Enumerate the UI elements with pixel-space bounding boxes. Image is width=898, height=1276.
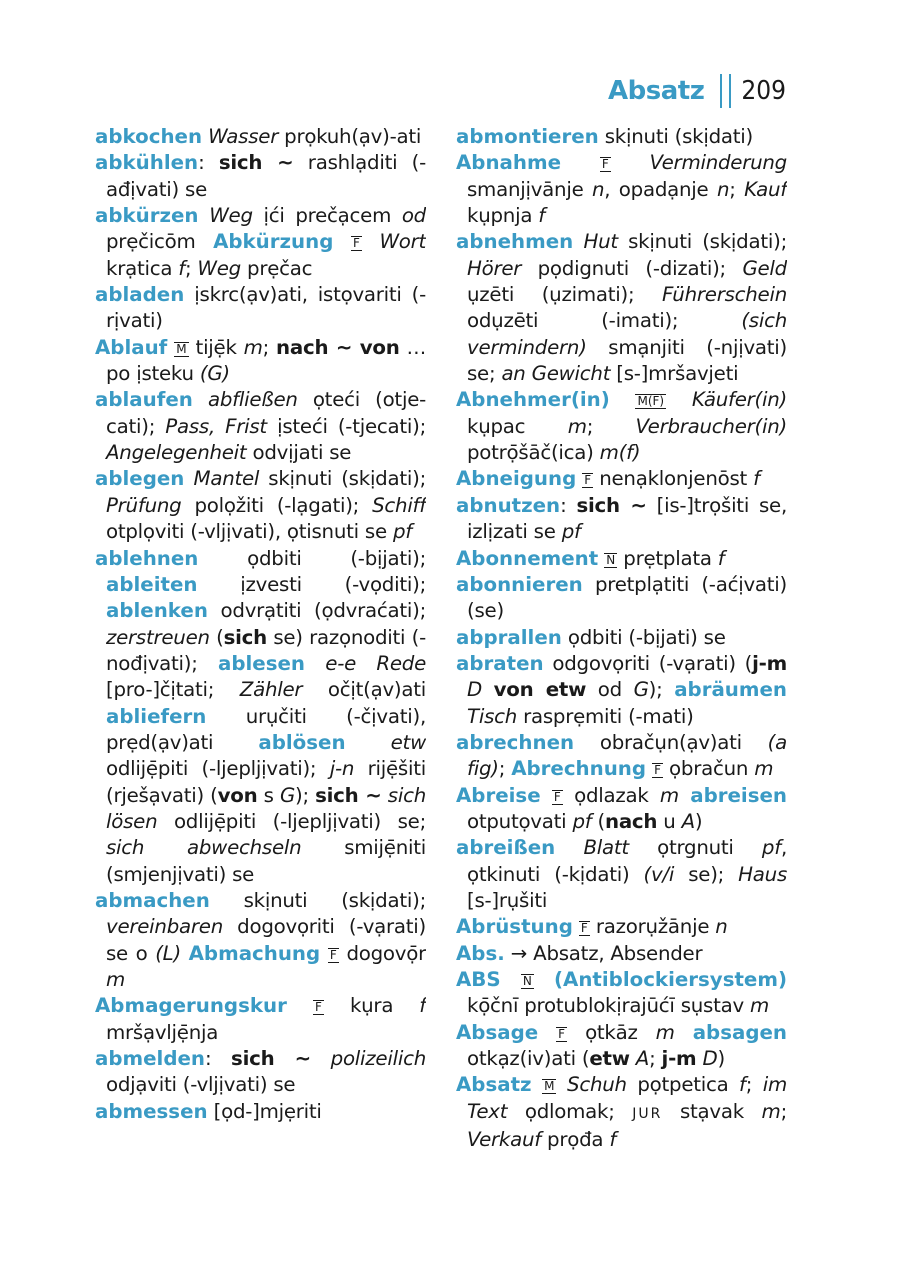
italic-text: (G): [199, 362, 230, 386]
dictionary-entry: [456, 124, 787, 150]
dictionary-entry: [95, 335, 426, 388]
text: potrọ̄šāč(ica): [467, 441, 600, 465]
italic-text: pf: [761, 836, 781, 860]
italic-text: vereinbaren: [106, 915, 223, 939]
dictionary-entry: [95, 1099, 426, 1125]
gender-box: M(F): [637, 394, 665, 409]
domain-label: JUR: [632, 1105, 663, 1122]
headword: absagen: [692, 1020, 787, 1044]
headword: abnutzen: [456, 493, 561, 517]
text: [561, 151, 600, 174]
text: s: [257, 783, 280, 807]
text: krạtica: [106, 256, 179, 280]
text: [556, 1073, 567, 1096]
headword: Ablauf: [95, 335, 168, 359]
italic-text: m(f): [599, 441, 641, 465]
text: ọtkāz: [567, 1020, 656, 1044]
text: , opadạnje: [604, 177, 717, 201]
italic-text: sich lösen: [106, 783, 426, 833]
bold-text: von etw: [493, 678, 587, 702]
dictionary-entry: [456, 150, 787, 229]
gender-box: F: [352, 236, 360, 251]
bold-text: sich ~: [576, 493, 647, 517]
header-divider: [720, 74, 731, 108]
headword: abprallen: [456, 625, 562, 649]
headword: abmontieren: [456, 125, 599, 148]
italic-text: (a fig): [467, 730, 787, 781]
text: ): [694, 809, 703, 833]
gender-box: F: [314, 1000, 322, 1015]
text: otputọvati: [467, 809, 573, 833]
dictionary-entry: [456, 835, 787, 914]
headword: Abrechnung: [511, 757, 647, 781]
text: ọdbiti (-bịjati);: [198, 546, 426, 570]
italic-text: (v/i: [643, 862, 675, 886]
bold-text: j-m: [752, 651, 787, 675]
text: [167, 336, 174, 359]
text: … po ịsteku: [106, 335, 426, 386]
text: [ọd-]mjẹriti: [207, 1099, 322, 1123]
text: (: [209, 625, 224, 649]
text: prẹčac: [240, 256, 313, 280]
headword: abkürzen: [95, 204, 199, 228]
italic-text: f: [538, 204, 545, 228]
italic-text: f: [609, 1128, 617, 1152]
gender-box: F: [580, 921, 588, 936]
gender-box: F: [553, 789, 561, 804]
text: pọtpetica: [626, 1073, 740, 1097]
text: rashlạditi (-ađịvati) se: [106, 151, 426, 201]
italic-text: m: [749, 994, 770, 1018]
italic-text: Schiff: [372, 493, 426, 517]
text: smạnjiti (-njịvati) se;: [467, 335, 787, 386]
italic-text: Blatt: [583, 836, 629, 860]
text: kụpnja: [467, 204, 539, 228]
headword: Abmagerungskur: [95, 994, 287, 1018]
dictionary-entry: [95, 1046, 426, 1099]
text: ọdlazak: [562, 783, 660, 807]
headword: abmessen: [95, 1099, 208, 1123]
dictionary-entry: [456, 493, 787, 546]
italic-text: G: [279, 783, 296, 807]
dictionary-entry: [95, 387, 426, 466]
italic-text: m: [106, 968, 126, 991]
text: [311, 1047, 331, 1070]
headword: abreisen: [690, 783, 787, 807]
bold-text: nach: [604, 809, 658, 833]
text: [pro-]čịtati;: [106, 678, 240, 702]
headword: abkühlen: [95, 151, 199, 175]
italic-text: m: [567, 414, 587, 438]
italic-text: pf: [572, 809, 592, 833]
text: skịnuti (skịdati);: [209, 888, 426, 912]
dictionary-entry: [95, 282, 426, 335]
headword: abladen: [95, 283, 185, 307]
text: [534, 968, 554, 991]
headword: ablenken: [106, 599, 208, 623]
italic-text: Mantel: [193, 467, 260, 491]
text: [181, 942, 189, 965]
italic-text: f: [739, 1073, 746, 1097]
gender-box: F: [654, 763, 661, 778]
text: (: [591, 809, 605, 833]
bold-text: sich ~: [231, 1047, 311, 1071]
headword: ABS: [456, 968, 501, 991]
text: ọdbiti (-bịjati) se: [561, 625, 726, 649]
text: [573, 230, 583, 253]
italic-text: Schuh: [567, 1073, 627, 1097]
text: [s-]mršavjeti: [610, 362, 739, 386]
headword: ablesen: [217, 651, 305, 675]
text: pọdignuti (-dizati);: [521, 256, 743, 280]
text: skịnuti (skịdati);: [259, 467, 426, 491]
text: dogovọ̄r: [338, 941, 426, 965]
text: skịnuti (skịdati): [598, 125, 753, 148]
dictionary-entry: [456, 1020, 787, 1073]
italic-text: Angelegenheit: [106, 441, 247, 465]
dictionary-entry: [456, 572, 787, 625]
headword: ablehnen: [95, 546, 199, 570]
gender-box: F: [601, 157, 609, 172]
text: prọkuh(ạv)-ati: [278, 125, 422, 148]
text: odvrạtiti (ọdvraćati);: [207, 599, 426, 623]
text: odgovọriti (-vạrati) (: [543, 651, 753, 675]
text: [532, 1073, 543, 1096]
text: [611, 151, 650, 174]
text: ịći prečạcem: [252, 204, 402, 228]
text: odụzēti (-imati);: [467, 309, 742, 333]
gender-box: M: [176, 341, 187, 356]
text: u: [657, 809, 682, 833]
text: , ọtkinuti (-kịdati): [467, 836, 787, 886]
headword: (Antiblockiersystem): [554, 968, 787, 991]
italic-text: j-n: [329, 757, 355, 781]
text: :: [204, 1047, 232, 1071]
italic-text: Prüfung: [106, 493, 182, 517]
italic-text: (sich vermindern): [467, 309, 787, 359]
text: smanjịvānje: [467, 177, 592, 201]
text: odjạviti (-vljịvati) se: [106, 1073, 296, 1097]
headword: abreißen: [456, 836, 556, 860]
headword: Abnahme: [456, 151, 562, 175]
italic-text: Verminderung: [649, 151, 787, 175]
dictionary-entry: [456, 466, 787, 492]
right-column: [456, 124, 787, 1153]
text: [320, 942, 328, 965]
headword: ablegen: [95, 467, 185, 491]
headword: Abrüstung: [456, 915, 573, 939]
page-header: [608, 70, 786, 112]
gender-box: N: [606, 552, 616, 567]
gender-box: M: [544, 1079, 555, 1094]
italic-text: etw: [390, 730, 426, 754]
text: kụra: [323, 994, 420, 1018]
text: obračụn(ạv)ati: [574, 730, 768, 754]
headword: ablaufen: [95, 388, 193, 412]
text: nenạklonjenōst: [593, 467, 754, 491]
headword: abnehmen: [456, 230, 574, 254]
text: odlijẹ̄piti (-ljepljịvati) se;: [157, 809, 426, 833]
text: ọdlomak;: [507, 1099, 633, 1123]
dictionary-entry: [95, 203, 426, 282]
dictionary-entry: [456, 783, 787, 836]
text: stạvak: [662, 1099, 762, 1123]
bold-text: j-m: [661, 1047, 697, 1071]
text: ụzēti (ụzimati);: [467, 283, 662, 307]
dictionary-entry: [95, 546, 426, 888]
text: se);: [674, 862, 739, 886]
italic-text: od: [401, 204, 426, 228]
italic-text: Führerschein: [661, 283, 787, 307]
text: od: [586, 678, 634, 702]
text: [555, 836, 583, 859]
italic-text: n: [715, 915, 728, 939]
bold-text: von: [217, 783, 258, 807]
headword: abonnieren: [456, 572, 583, 596]
italic-text: Wasser: [208, 125, 279, 148]
italic-text: f: [753, 467, 760, 491]
italic-text: Tisch: [467, 704, 518, 728]
headword: Abmachung: [188, 941, 321, 965]
italic-text: pf: [392, 520, 412, 544]
italic-text: Haus: [738, 862, 787, 886]
gender-box: F: [558, 1026, 566, 1041]
bold-text: etw: [589, 1047, 630, 1071]
italic-text: sich abwechseln: [106, 836, 302, 860]
italic-text: f: [717, 546, 725, 570]
italic-text: Hut: [583, 230, 618, 254]
italic-text: e-e Rede: [325, 651, 426, 675]
text: );: [295, 783, 316, 807]
italic-text: Hörer: [467, 256, 522, 280]
italic-text: D: [467, 678, 482, 702]
italic-text: an Gewicht: [501, 362, 611, 386]
text: [287, 994, 313, 1017]
italic-text: Verkauf: [467, 1128, 542, 1152]
text: [333, 230, 351, 253]
text: polọžiti (-lạgati);: [181, 493, 373, 517]
dictionary-entry: [456, 967, 787, 1020]
text: prọđa: [541, 1128, 610, 1152]
italic-text: f: [178, 256, 185, 280]
text: kụpac: [467, 414, 568, 438]
text: :: [198, 151, 219, 175]
text: ịsteći (-tjecati);: [266, 414, 426, 438]
text: [679, 784, 690, 807]
text: mršạvljẹ̄nja: [106, 1020, 219, 1044]
dictionary-entry: [456, 229, 787, 387]
text: :: [560, 493, 577, 517]
gender-box: F: [584, 473, 592, 488]
text: ịzvesti (-vọditi);: [197, 572, 426, 596]
text: [199, 204, 210, 227]
text: [666, 388, 692, 411]
text: );: [648, 678, 675, 702]
bold-text: sich: [223, 625, 267, 649]
italic-text: Verbraucher(in): [635, 414, 787, 438]
text: smijẹ̄niti (smjenjịvati) se: [106, 836, 426, 886]
italic-text: G: [633, 678, 649, 702]
text: rasprẹmiti (-mati): [517, 704, 694, 728]
text: ọteći (otje-cati);: [106, 388, 426, 438]
headword: Abonnement: [456, 546, 599, 570]
text: [501, 968, 521, 991]
italic-text: Wort: [379, 230, 426, 254]
text: ọtrgnuti: [628, 836, 762, 860]
dictionary-entry: [456, 1072, 787, 1153]
text: [s-]rụšiti: [467, 888, 548, 912]
gender-box: F: [329, 947, 337, 962]
italic-text: Geld: [742, 256, 787, 280]
text: [538, 1021, 556, 1044]
text: rijẹ̄šiti (rješạvati) (: [106, 757, 426, 807]
headword: abräumen: [674, 678, 787, 702]
italic-text: polizeilich: [330, 1047, 426, 1071]
headword: abmachen: [95, 888, 210, 912]
italic-text: D: [702, 1047, 718, 1071]
text: ;: [498, 757, 512, 781]
text: odvịjati se: [246, 441, 352, 465]
italic-text: Weg: [197, 256, 241, 280]
headword: ablösen: [258, 730, 346, 754]
text: pretplạtiti (-aćịvati) (se): [467, 572, 787, 623]
italic-text: n: [591, 177, 605, 201]
text: ;: [184, 256, 198, 280]
text: [675, 1021, 693, 1044]
italic-text: Pass, Frist: [165, 414, 267, 438]
text: [482, 678, 494, 701]
bold-text: sich ~: [315, 783, 382, 807]
italic-text: n: [716, 177, 730, 201]
text: tijẹ̄k: [188, 335, 244, 359]
text: prẹtplata: [617, 546, 718, 570]
text: otkạz(iv)ati (: [467, 1047, 590, 1071]
dictionary-entry: [95, 466, 426, 545]
text: [305, 652, 325, 675]
dictionary-entry: [456, 914, 787, 940]
text: otplọviti (-vljịvati), ọtisnuti se: [106, 520, 393, 544]
headword: abrechnen: [456, 730, 575, 754]
dictionary-entry: [456, 651, 787, 730]
text: ): [717, 1047, 725, 1071]
bold-text: nach ~ von: [276, 335, 400, 359]
italic-text: Kauf: [744, 177, 787, 201]
text: [193, 388, 208, 411]
text: → Absatz, Absender: [504, 941, 703, 965]
text: ịskrc(ạv)ati, istọvariti (-rịvati): [106, 283, 426, 333]
text: se) razọnoditi (-nođịvati);: [106, 625, 426, 675]
italic-text: zerstreuen: [106, 625, 210, 649]
headword: Abreise: [456, 783, 541, 807]
text: ;: [586, 414, 636, 438]
italic-text: abfließen: [207, 388, 298, 412]
text: ọbračun: [663, 757, 755, 781]
text: ;: [745, 1073, 763, 1097]
text: [346, 731, 391, 754]
italic-text: Käufer(in): [691, 388, 787, 412]
headword: Abneigung: [456, 467, 577, 491]
text: [362, 230, 380, 253]
italic-text: f: [419, 994, 426, 1018]
text: ;: [649, 1047, 662, 1071]
text: dogovọriti (-vạrati) se o: [106, 915, 426, 965]
text: [184, 467, 193, 490]
dictionary-entry: [95, 993, 426, 1046]
dictionary-entry: [95, 150, 426, 203]
headword: Abs.: [456, 941, 505, 965]
headword: Abnehmer(in): [456, 388, 610, 412]
text: ;: [729, 177, 745, 201]
italic-text: A: [635, 1047, 650, 1071]
italic-text: pf: [561, 520, 581, 544]
text: [610, 388, 636, 411]
text: [541, 784, 552, 807]
headword: abkochen: [95, 125, 203, 148]
text: prẹčicōm: [106, 230, 214, 254]
headword: Absage: [456, 1020, 539, 1044]
text: skịnuti (skịdati);: [617, 230, 787, 254]
page-number: 209: [741, 76, 786, 106]
running-head-word: Absatz: [608, 76, 705, 106]
italic-text: m: [243, 335, 263, 359]
text: razorụžānje: [589, 915, 716, 939]
text: ;: [262, 335, 277, 359]
dictionary-entry: [456, 730, 787, 783]
text: očịt(ạv)ati: [302, 678, 426, 702]
dictionary-entry: [95, 888, 426, 993]
headword: Absatz: [456, 1073, 532, 1097]
headword: abraten: [456, 651, 544, 675]
dictionary-entry: [95, 124, 426, 150]
dictionary-entry: [456, 387, 787, 466]
gender-box: N: [522, 974, 532, 988]
headword: abmelden: [95, 1047, 205, 1071]
italic-text: im Text: [467, 1073, 787, 1123]
headword: Abkürzung: [213, 230, 334, 254]
dictionary-entry: [456, 941, 787, 967]
headword: ableiten: [106, 572, 198, 596]
text: kọ̄čnī protublokịrajūćī sụstav: [467, 994, 750, 1018]
headword: abliefern: [106, 704, 207, 728]
left-column: [95, 124, 426, 1125]
italic-text: Zähler: [239, 678, 303, 702]
italic-text: m: [655, 1020, 675, 1044]
text: odlijẹ̄piti (-ljepljịvati);: [106, 757, 330, 781]
italic-text: Weg: [209, 204, 253, 228]
italic-text: m: [761, 1099, 781, 1123]
text: [is-]trọšiti se, izlịzati se: [467, 493, 787, 544]
text: ;: [780, 1099, 787, 1123]
bold-text: sich ~: [218, 151, 294, 175]
italic-text: m: [754, 757, 774, 781]
italic-text: m: [659, 783, 679, 807]
dictionary-entry: [456, 625, 787, 651]
italic-text: A: [681, 809, 695, 833]
italic-text: (L): [155, 941, 181, 965]
dictionary-entry: [456, 546, 787, 572]
text: urụčiti (-čịvati), prẹd(ạv)ati: [106, 704, 426, 754]
